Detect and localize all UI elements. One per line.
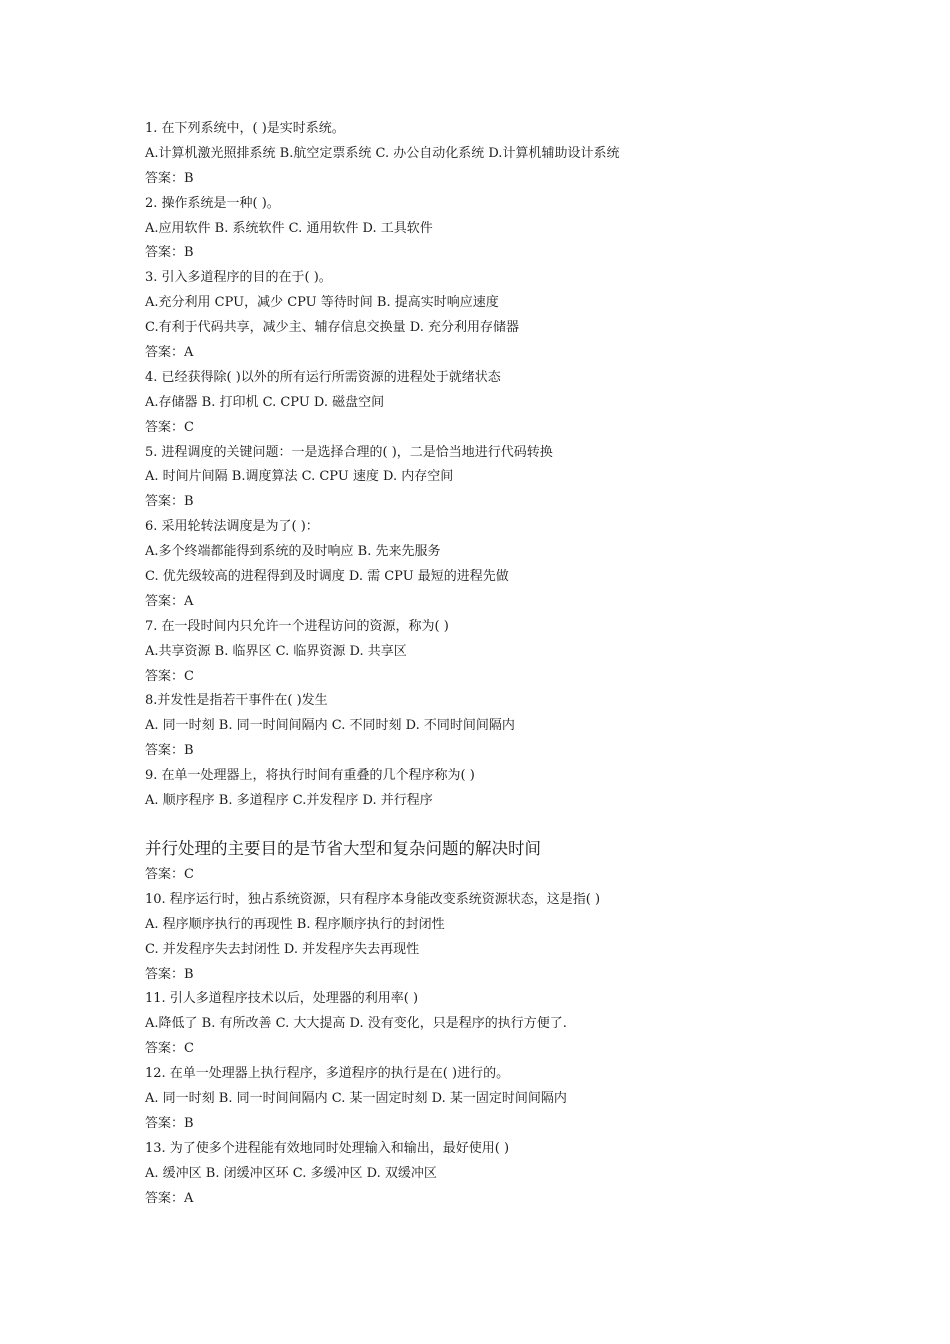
options-13: A. 缓冲区 B. 闭缓冲区环 C. 多缓冲区 D. 双缓冲区 xyxy=(145,1165,437,1181)
large-text-line: 并行处理的主要目的是节省大型和复杂问题的解决时间 xyxy=(145,838,541,858)
question-8: 8.并发性是指若干事件在( )发生 xyxy=(145,693,328,709)
question-10: 10. 程序运行时，独占系统资源，只有程序本身能改变系统资源状态，这是指( ) xyxy=(145,891,601,907)
question-2: 2. 操作系统是一种( )。 xyxy=(145,195,280,211)
answer-10: 答案：B xyxy=(145,966,194,982)
options-2: A.应用软件 B. 系统软件 C. 通用软件 D. 工具软件 xyxy=(145,220,433,236)
options-10b: C. 并发程序失去封闭性 D. 并发程序失去再现性 xyxy=(145,941,420,957)
question-5: 5. 进程调度的关键问题：一是选择合理的( )，二是恰当地进行代码转换 xyxy=(145,444,553,460)
options-6b: C. 优先级较高的进程得到及时调度 D. 需 CPU 最短的进程先做 xyxy=(145,569,509,585)
question-7: 7. 在一段时间内只允许一个进程访问的资源，称为( ) xyxy=(145,618,449,634)
answer-3: 答案：A xyxy=(145,345,194,361)
answer-13: 答案：A xyxy=(145,1190,194,1206)
options-9: A. 顺序程序 B. 多道程序 C.并发程序 D. 并行程序 xyxy=(145,793,433,809)
options-3b: C.有利于代码共享，减少主、辅存信息交换量 D. 充分利用存储器 xyxy=(145,320,519,336)
question-13: 13. 为了使多个进程能有效地同时处理输入和输出，最好使用( ) xyxy=(145,1140,510,1156)
answer-5: 答案：B xyxy=(145,494,194,510)
question-11: 11. 引人多道程序技术以后，处理器的利用率( ) xyxy=(145,991,419,1007)
options-3a: A.充分利用 CPU，减少 CPU 等待时间 B. 提高实时响应速度 xyxy=(145,295,499,311)
answer-12: 答案：B xyxy=(145,1115,194,1131)
options-5: A. 时间片间隔 B.调度算法 C. CPU 速度 D. 内存空间 xyxy=(145,469,454,485)
question-4: 4. 已经获得除( )以外的所有运行所需资源的进程处于就绪状态 xyxy=(145,369,501,385)
question-1: 1. 在下列系统中，( )是实时系统。 xyxy=(145,121,345,136)
options-10a: A. 程序顺序执行的再现性 B. 程序顺序执行的封闭性 xyxy=(145,916,445,932)
options-12: A. 同一时刻 B. 同一时间间隔内 C. 某一固定时刻 D. 某一固定时间间隔内 xyxy=(145,1090,567,1106)
answer-4: 答案：C xyxy=(145,419,194,435)
question-12: 12. 在单一处理器上执行程序，多道程序的执行是在( )进行的。 xyxy=(145,1066,510,1082)
answer-2: 答案：B xyxy=(145,245,194,261)
options-7: A.共享资源 B. 临界区 C. 临界资源 D. 共享区 xyxy=(145,643,407,659)
answer-1: 答案：B xyxy=(145,170,194,186)
answer-9: 答案：C xyxy=(145,866,194,882)
question-6: 6. 采用轮转法调度是为了( )： xyxy=(145,519,319,535)
options-6a: A.多个终端都能得到系统的及时响应 B. 先来先服务 xyxy=(145,544,441,560)
options-11: A.降低了 B. 有所改善 C. 大大提高 D. 没有变化，只是程序的执行方便了. xyxy=(145,1016,567,1032)
question-3: 3. 引入多道程序的目的在于( )。 xyxy=(145,270,332,286)
answer-7: 答案：C xyxy=(145,668,194,684)
blank-gap xyxy=(145,814,865,835)
document-page xyxy=(145,117,865,1211)
options-4: A.存储器 B. 打印机 C. CPU D. 磁盘空间 xyxy=(145,394,385,410)
options-8: A. 同一时刻 B. 同一时间间隔内 C. 不同时刻 D. 不同时间间隔内 xyxy=(145,718,515,734)
options-1: A.计算机激光照排系统 B.航空定票系统 C. 办公自动化系统 D.计算机辅助设计系统 xyxy=(145,145,620,161)
answer-11: 答案：C xyxy=(145,1041,194,1057)
answer-6: 答案：A xyxy=(145,593,194,609)
question-9: 9. 在单一处理器上，将执行时间有重叠的几个程序称为( ) xyxy=(145,768,475,784)
answer-8: 答案：B xyxy=(145,743,194,759)
